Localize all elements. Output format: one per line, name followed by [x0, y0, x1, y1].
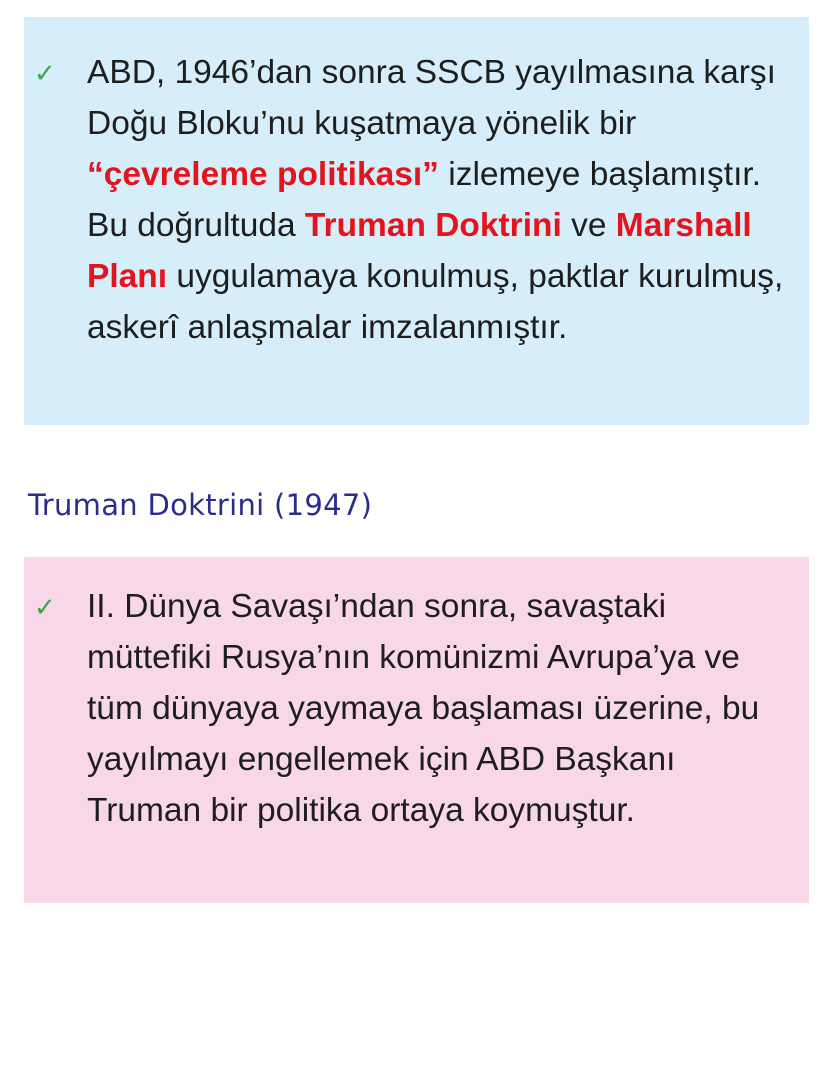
paragraph-text: ABD, 1946’dan sonra SSCB yayılmasına karşı Doğu Bloku’nu kuşatmaya yönelik bir [87, 54, 776, 142]
info-box-containment-policy [24, 17, 809, 425]
highlight-containment-policy: “çevreleme politikası” [87, 156, 439, 193]
containment-policy-paragraph [87, 47, 789, 353]
checkmark-icon: ✓ [34, 592, 56, 622]
paragraph-text: uygulamaya konulmuş, paktlar kurulmuş, askerî anlaşmalar imzalanmıştır. [87, 258, 784, 346]
section-heading-truman-doctrine: Truman Doktrini (1947) [28, 488, 373, 522]
checkmark-icon: ✓ [34, 58, 56, 88]
paragraph-text: izlemeye başlamıştır. Bu doğrultuda [87, 156, 762, 244]
truman-doctrine-paragraph: II. Dünya Savaşı’ndan sonra, savaştaki müttefiki Rusya’nın komünizmi Avrupa’ya ve tüm dünyaya yaymaya başlaması üzerine, bu yayılmayı engellemek için ABD Başkanı Truman bir politika ortaya koymuştur. [87, 588, 760, 829]
highlight-truman-doctrine: Truman Doktrini [304, 207, 562, 244]
paragraph-text: ve [561, 207, 616, 244]
highlight-marshall-plan: Marshall Planı [87, 207, 752, 295]
info-box-truman-doctrine [24, 557, 809, 903]
